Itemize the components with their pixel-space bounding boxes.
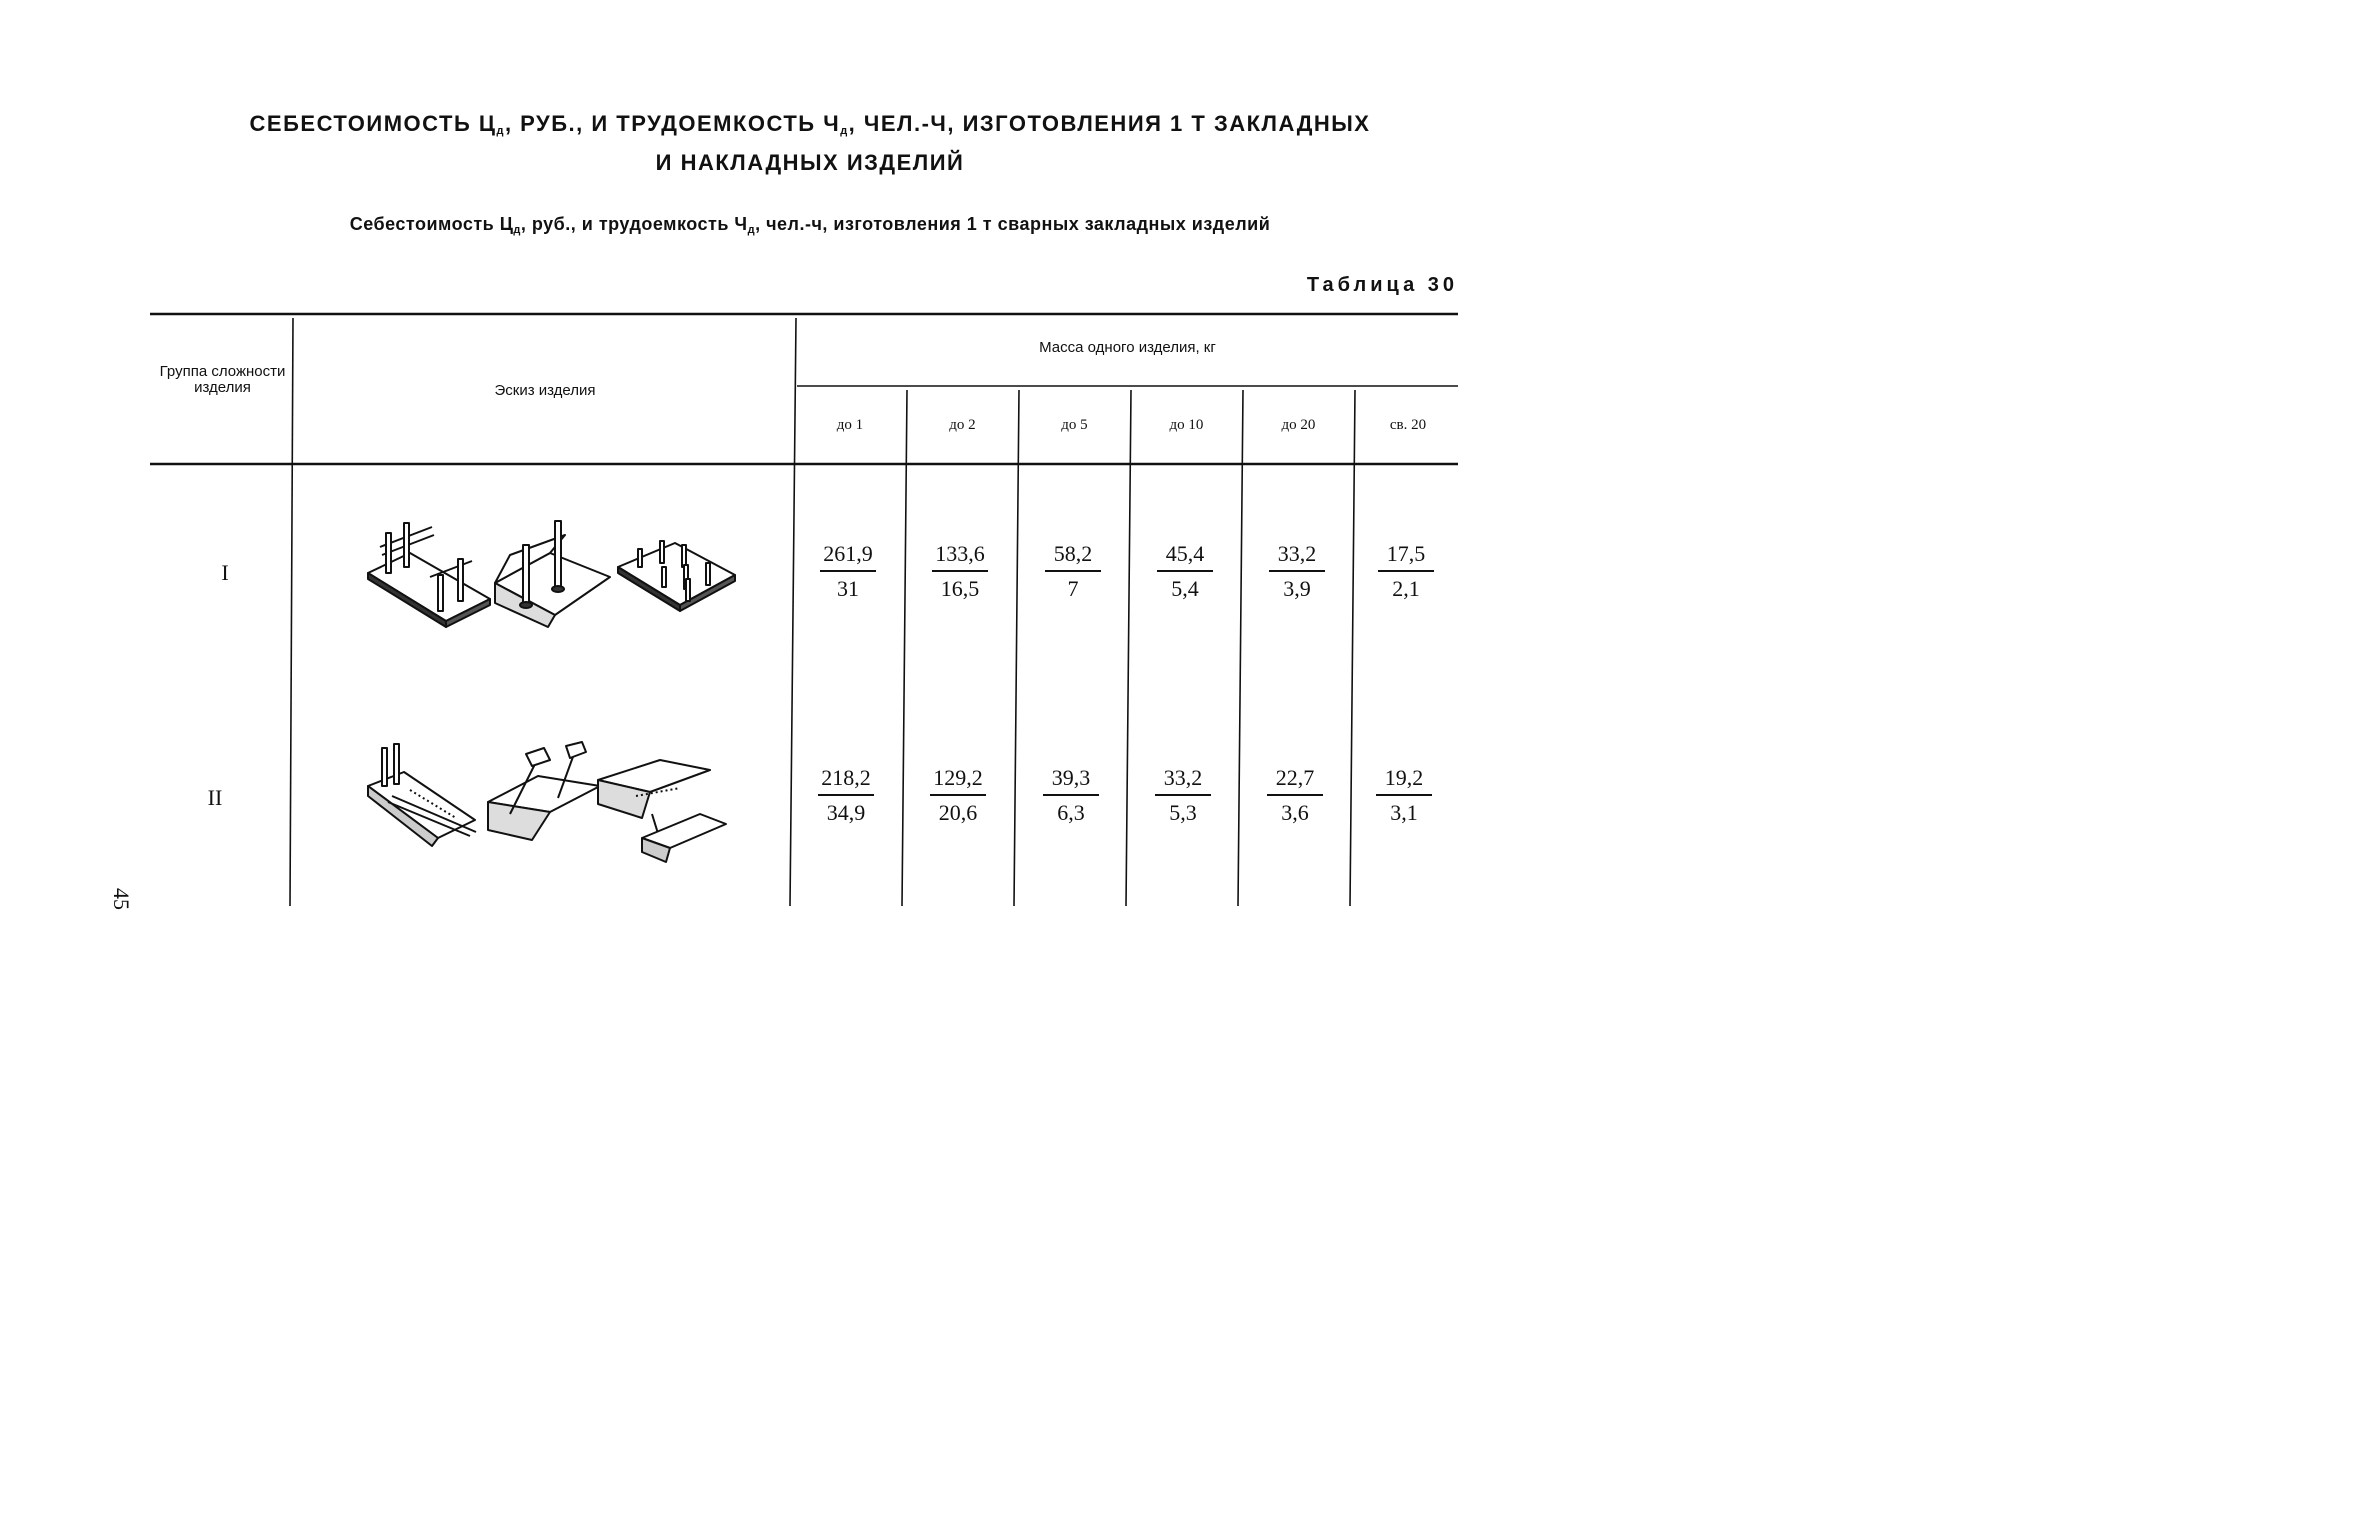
sketch-angle-with-studs xyxy=(495,521,610,627)
cell-fraction xyxy=(1028,540,1118,602)
fraction-bar xyxy=(1043,794,1099,796)
row-group-label: II xyxy=(207,785,223,810)
labor-value: 5,4 xyxy=(1171,576,1199,601)
fraction-bar xyxy=(818,794,874,796)
header-mass: Масса одного изделия, кг xyxy=(1039,339,1216,356)
cell-fraction xyxy=(915,540,1005,602)
cell-fraction xyxy=(1361,540,1451,602)
fraction-bar xyxy=(1376,794,1432,796)
cost-value: 22,7 xyxy=(1275,765,1315,790)
labor-value: 3,6 xyxy=(1281,800,1309,825)
cell-fraction xyxy=(1026,764,1116,826)
fraction-bar xyxy=(1269,570,1325,572)
sketch-double-angle xyxy=(598,760,726,862)
table-grid xyxy=(0,0,1568,1020)
mass-column-4: до 10 xyxy=(1169,417,1204,433)
fraction-bar xyxy=(1155,794,1211,796)
cost-value: 133,6 xyxy=(935,541,985,566)
cell-fraction xyxy=(803,540,893,602)
sketch-group-2 xyxy=(360,740,750,880)
mass-column-6: св. 20 xyxy=(1389,417,1427,433)
table-number-label: Таблица 30 xyxy=(1306,274,1458,296)
cost-value: 17,5 xyxy=(1386,541,1426,566)
fraction-bar xyxy=(1157,570,1213,572)
sketch-angle-with-plates xyxy=(488,742,600,840)
labor-value: 16,5 xyxy=(940,576,980,601)
fraction-bar xyxy=(1267,794,1323,796)
cell-fraction xyxy=(801,764,891,826)
sketch-plate-with-rods xyxy=(368,523,490,627)
cell-fraction xyxy=(913,764,1003,826)
column-divider-4 xyxy=(1014,390,1019,906)
fraction-bar xyxy=(1378,570,1434,572)
cost-value: 261,9 xyxy=(823,541,873,566)
labor-value: 7 xyxy=(1067,576,1079,601)
cost-value: 33,2 xyxy=(1277,541,1317,566)
sketch-plate-with-studs xyxy=(618,541,735,611)
column-divider-2 xyxy=(790,318,796,906)
cell-fraction xyxy=(1138,764,1228,826)
table-caption: Себестоимость $Ц_д$, руб., и трудоемкость $Ч_д$, чел.-ч, изготовления 1 т сварных закладных изделий xyxy=(349,214,1271,236)
column-divider-1 xyxy=(290,318,293,906)
cell-fraction xyxy=(1359,764,1449,826)
row-group-label: I xyxy=(221,560,229,585)
column-divider-6 xyxy=(1238,390,1243,906)
mass-column-3: до 5 xyxy=(1061,417,1088,433)
cost-value: 58,2 xyxy=(1053,541,1093,566)
cell-fraction xyxy=(1252,540,1342,602)
sketch-angle-with-rods xyxy=(368,744,476,846)
labor-value: 3,1 xyxy=(1390,800,1418,825)
labor-value: 31 xyxy=(837,576,859,601)
column-divider-7 xyxy=(1350,390,1355,906)
cost-value: 45,4 xyxy=(1165,541,1205,566)
sketch-group-1 xyxy=(360,515,750,635)
labor-value: 6,3 xyxy=(1057,800,1085,825)
cost-value: 39,3 xyxy=(1051,765,1091,790)
fraction-bar xyxy=(820,570,876,572)
page-number: 45 xyxy=(109,888,134,910)
cost-value: 218,2 xyxy=(821,765,871,790)
labor-value: 2,1 xyxy=(1392,576,1420,601)
column-divider-5 xyxy=(1126,390,1131,906)
cost-value: 129,2 xyxy=(933,765,983,790)
mass-column-5: до 20 xyxy=(1281,417,1316,433)
fraction-bar xyxy=(930,794,986,796)
mass-column-2: до 2 xyxy=(949,417,976,433)
header-sketch: Эскиз изделия xyxy=(494,382,596,399)
labor-value: 20,6 xyxy=(938,800,978,825)
cost-value: 19,2 xyxy=(1384,765,1424,790)
fraction-bar xyxy=(1045,570,1101,572)
cost-value: 33,2 xyxy=(1163,765,1203,790)
column-divider-3 xyxy=(902,390,907,906)
labor-value: 3,9 xyxy=(1283,576,1311,601)
mass-column-1: до 1 xyxy=(836,417,864,433)
header-group: Группа сложности изделия xyxy=(159,363,286,396)
document-title-line1: СЕБЕСТОИМОСТЬ $Ц_д$, РУБ., И ТРУДОЕМКОСТЬ $Ч_д$, ЧЕЛ.-Ч, ИЗГОТОВЛЕНИЯ 1 Т ЗАКЛАДНЫХ xyxy=(249,111,1371,137)
fraction-bar xyxy=(932,570,988,572)
labor-value: 5,3 xyxy=(1169,800,1197,825)
cell-fraction xyxy=(1140,540,1230,602)
document-title-line2: И НАКЛАДНЫХ ИЗДЕЛИЙ xyxy=(655,150,965,175)
labor-value: 34,9 xyxy=(826,800,866,825)
cell-fraction xyxy=(1250,764,1340,826)
